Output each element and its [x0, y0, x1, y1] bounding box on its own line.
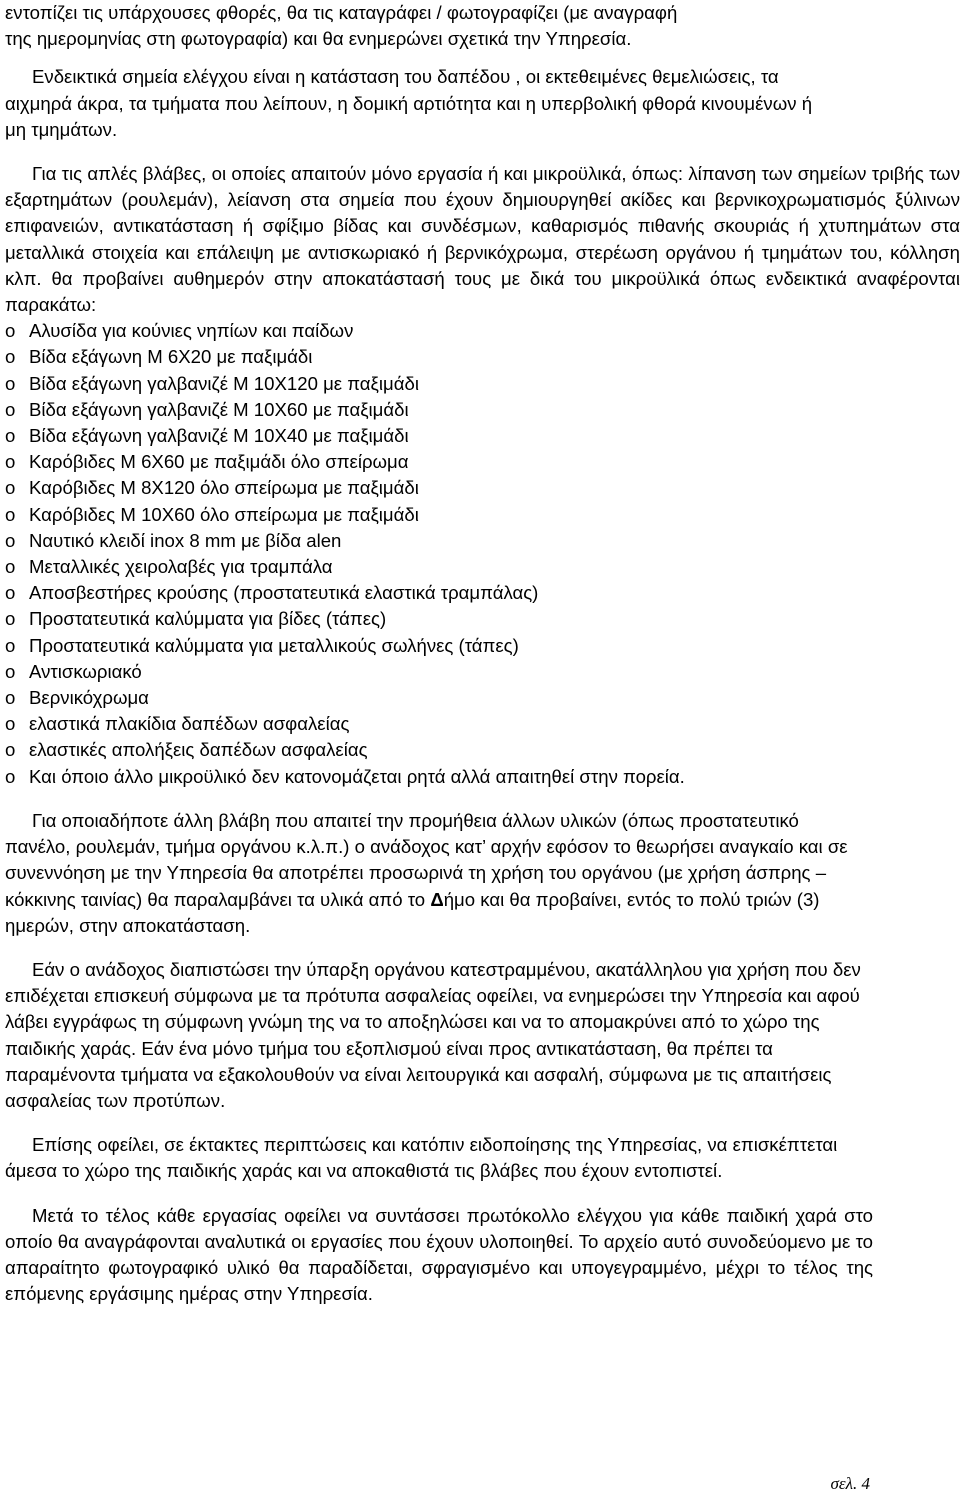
list-item-text: Καρόβιδες Μ 6Χ60 με παξιμάδι όλο σπείρωμα [29, 451, 409, 473]
paragraph-other-damage-text: Για οποιαδήποτε άλλη βλάβη που απαιτεί την προμήθεια άλλων υλικών (όπως προστατευτικό πανέλο, ρουλεμάν, τμήμα οργάνου κ.λ.π.) ο ανάδοχος κατ’ αρχήν εφόσον το θεωρήσει αναγκαίο και σε συνεννόηση με την Υπηρεσία θα αποτρέπει προσωρινά τη χρήση του οργάνου (με χρήση άσπρης – κόκκινης ταινίας) θα παραλαμβάνει τα υλικά από το [5, 809, 848, 910]
bullet-marker: o [5, 398, 16, 420]
bullet-marker: o [5, 451, 16, 473]
bullet-marker: o [5, 503, 16, 525]
bullet-marker: o [5, 372, 16, 394]
paragraph-other-damage-text-end: ήμο και θα προβαίνει, εντός το πολύ τριών (3) ημερών, στην αποκατάσταση. [5, 888, 820, 936]
document-page [5, 0, 960, 1307]
list-item [5, 659, 960, 685]
intro-line-1: εντοπίζει τις υπάρχουσες φθορές, θα τις καταγράφει / φωτογραφίζει (με αναγραφή [5, 2, 678, 23]
list-item [5, 475, 960, 501]
list-item [5, 528, 960, 554]
materials-list [5, 318, 960, 790]
list-item [5, 737, 960, 763]
list-item-text: Καρόβιδες Μ 10Χ60 όλο σπείρωμα με παξιμάδι [29, 503, 419, 525]
list-item [5, 318, 960, 344]
bullet-marker: o [5, 529, 16, 551]
bullet-marker: o [5, 739, 16, 761]
list-item [5, 606, 960, 632]
paragraph-checkpoints: Ενδεικτικά σημεία ελέγχου είναι η κατάσταση του δαπέδου , οι εκτεθειμένες θεμελιώσεις, τα αιχμηρά άκρα, τα τμήματα που λείπουν, η δομική αρτιότητα και η υπερβολική φθορά κινουμένων ή μη τμημάτων. [5, 66, 813, 140]
bullet-marker: o [5, 634, 16, 656]
bullet-marker: o [5, 346, 16, 368]
list-item-text: Καρόβιδες Μ 8Χ120 όλο σπείρωμα με παξιμάδι [29, 477, 419, 499]
list-item-text: Βίδα εξάγωνη γαλβανιζέ Μ 10Χ120 με παξιμάδι [29, 372, 419, 394]
list-item-text: Και όποιο άλλο μικροϋλικό δεν κατονομάζεται ρητά αλλά απαιτηθεί στην πορεία. [29, 765, 685, 787]
list-item [5, 633, 960, 659]
list-item-text: Βερνικόχρωμα [29, 687, 149, 709]
paragraph-urgent-visit: Επίσης οφείλει, σε έκτακτες περιπτώσεις και κατόπιν ειδοποίησης της Υπηρεσίας, να επισκέπτεται άμεσα το χώρο της παιδικής χαράς και να αποκαθιστά τις βλάβες που έχουν εντοπιστεί. [5, 1134, 838, 1182]
bullet-marker: o [5, 608, 16, 630]
list-item [5, 502, 960, 528]
bullet-marker: o [5, 713, 16, 735]
page-number-label: σελ. [830, 1474, 858, 1493]
list-item-text: Προστατευτικά καλύμματα για βίδες (τάπες) [29, 608, 387, 630]
bullet-marker: o [5, 660, 16, 682]
list-item-text: Βίδα εξάγωνη Μ 6Χ20 με παξιμάδι [29, 346, 313, 368]
page-number-value: 4 [861, 1474, 870, 1493]
list-item [5, 580, 960, 606]
list-item [5, 449, 960, 475]
list-item-text: Αντισκωριακό [29, 660, 142, 682]
bullet-marker: o [5, 320, 16, 342]
bullet-marker: o [5, 425, 16, 447]
list-item-text: Βίδα εξάγωνη γαλβανιζέ Μ 10Χ60 με παξιμάδι [29, 398, 409, 420]
list-item [5, 764, 960, 790]
bullet-marker: o [5, 556, 16, 578]
bullet-marker: o [5, 582, 16, 604]
paragraph-other-damage-bold: Δ [430, 888, 444, 910]
paragraph-other-damage [5, 808, 865, 939]
list-item-text: Βίδα εξάγωνη γαλβανιζέ Μ 10Χ40 με παξιμάδι [29, 425, 409, 447]
list-item-text: Αλυσίδα για κούνιες νηπίων και παίδων [29, 320, 354, 342]
list-item [5, 344, 960, 370]
list-item [5, 554, 960, 580]
bullet-marker: o [5, 765, 16, 787]
list-item-text: ελαστικά πλακίδια δαπέδων ασφαλείας [29, 713, 350, 735]
paragraph-unsafe-equipment: Εάν ο ανάδοχος διαπιστώσει την ύπαρξη οργάνου κατεστραμμένου, ακατάλληλου για χρήση που δεν επιδέχεται επισκευή σύμφωνα με τα πρότυπα ασφαλείας οφείλει, να ενημερώσει την Υπηρεσία και αφού λάβει εγγράφως τη σύμφωνη γνώμη της να το αποξηλώσει και να το απομακρύνει από το χώρο της παιδικής χαράς. Εάν ένα μόνο τμήμα του εξοπλισμού είναι προς αντικατάσταση, θα πρέπει τα παραμένοντα τμήματα να εξακολουθούν να είναι λειτουργικά και ασφαλή, σύμφωνα με τις απαιτήσεις ασφαλείας των προτύπων. [5, 958, 861, 1111]
paragraph-simple-damage: Για τις απλές βλάβες, οι οποίες απαιτούν μόνο εργασία ή και μικροϋλικά, όπως: λίπανση των σημείων τριβής των εξαρτημάτων (ρουλεμάν), λείανση στα σημεία που έχουν δημιουργηθεί ακίδες και βερνικοχρωματισμός ξύλινων επιφανειών, αντικατάσταση ή σφίξιμο βίδας και συνδέσμων, καθαρισμός πιθανής σκουριάς ή χτυπημάτων στα μεταλλικά στοιχεία και επάλειψη με αντισκωριακό ή βερνικόχρωμα, στερέωση οργάνου ή τμημάτων του, κόλληση κλπ. θα προβαίνει αυθημερόν στην αποκατάστασή τους με δικά του μικροϋλικά όπως ενδεικτικά αναφέρονται παρακάτω: [5, 163, 960, 316]
bullet-marker: o [5, 687, 16, 709]
page-number [831, 1474, 870, 1494]
list-item [5, 397, 960, 423]
list-item-text: Μεταλλικές χειρολαβές για τραμπάλα [29, 556, 333, 578]
list-item [5, 711, 960, 737]
list-item [5, 371, 960, 397]
list-item-text: Προστατευτικά καλύμματα για μεταλλικούς σωλήνες (τάπες) [29, 634, 519, 656]
bullet-marker: o [5, 477, 16, 499]
list-item-text: Ναυτικό κλειδί inox 8 mm με βίδα alen [29, 529, 342, 551]
paragraph-inspection-protocol: Μετά το τέλος κάθε εργασίας οφείλει να συντάσσει πρωτόκολλο ελέγχου για κάθε παιδική χαρά στο οποίο θα αναγράφονται αναλυτικά οι εργασίες που έχουν υλοποιηθεί. Το αρχείο αυτό συνοδεύομενο με το απαραίτητο φωτογραφικό υλικό θα παραδίδεται, σφραγισμένο και υπογεγραμμένο, μέχρι το τέλος της επόμενης εργάσιμης ημέρας στην Υπηρεσία. [5, 1204, 873, 1305]
list-item-text: Αποσβεστήρες κρούσης (προστατευτικά ελαστικά τραμπάλας) [29, 582, 539, 604]
list-item [5, 423, 960, 449]
intro-line-2: της ημερομηνίας στη φωτογραφία) και θα ενημερώνει σχετικά την Υπηρεσία. [5, 28, 632, 50]
list-item-text: ελαστικές απολήξεις δαπέδων ασφαλείας [29, 739, 368, 761]
list-item [5, 685, 960, 711]
